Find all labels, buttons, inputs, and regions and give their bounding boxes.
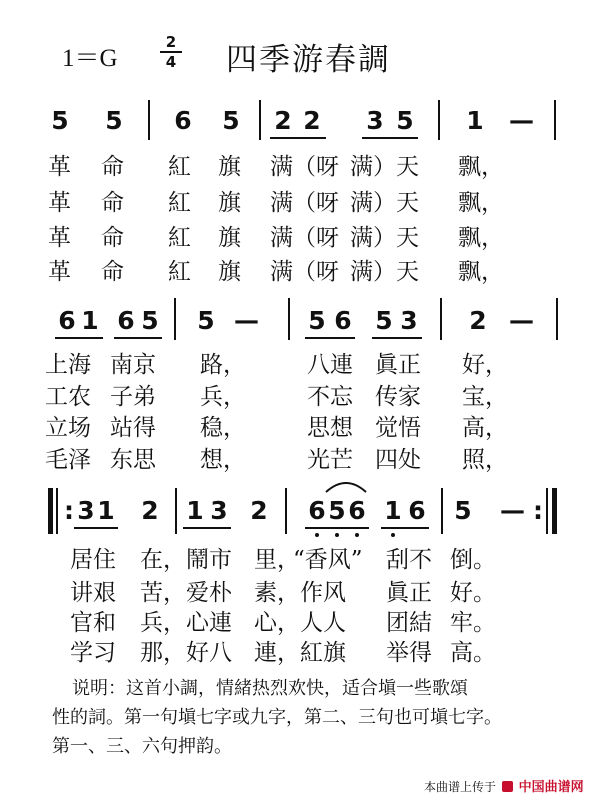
lyric: 好， xyxy=(462,352,508,378)
lyric: 心， xyxy=(254,610,300,636)
lyric: 心連 xyxy=(186,610,232,636)
note: — xyxy=(509,306,534,335)
lyric: 人人 xyxy=(300,610,346,636)
lyric: 眞正 xyxy=(386,580,432,606)
lyric: 紅旗 xyxy=(300,640,346,666)
lyric: 满（呀 xyxy=(270,190,339,216)
note: — xyxy=(234,306,259,335)
lyric: 满（呀 xyxy=(270,225,339,251)
lyric: 兵， xyxy=(140,610,186,636)
lyric: 讲艰 xyxy=(70,580,116,606)
eighth-underline xyxy=(270,137,326,139)
note: 6 xyxy=(348,496,366,525)
lyric: 满（呀 xyxy=(270,154,339,180)
repeat-end-thick-line xyxy=(552,488,557,534)
note: — xyxy=(509,106,534,135)
lyric: 兵， xyxy=(200,384,246,410)
lyric: 居住 xyxy=(70,547,116,573)
lower-octave-dot xyxy=(391,533,395,537)
note: 1 xyxy=(81,306,99,335)
eighth-underline xyxy=(183,527,231,529)
explanatory-note xyxy=(52,674,592,761)
lyric: 照， xyxy=(462,447,508,473)
repeat-end-dots: : xyxy=(533,496,543,525)
lyric: 官和 xyxy=(70,610,116,636)
lyric: 立场 xyxy=(45,415,91,441)
note: 5 xyxy=(328,496,346,525)
lyric: 上海 xyxy=(45,352,91,378)
lyric: 四处 xyxy=(375,447,421,473)
lyric: 宝， xyxy=(462,384,508,410)
lyric: 飘， xyxy=(458,154,504,180)
note: 2 xyxy=(303,106,321,135)
lyric: 紅 xyxy=(168,190,191,216)
lyric: 毛泽 xyxy=(45,447,91,473)
lyric: 紅 xyxy=(168,225,191,251)
lyric: 爱朴 xyxy=(186,580,232,606)
note: 5 xyxy=(197,306,215,335)
note: 6 xyxy=(117,306,135,335)
lyric: 学习 xyxy=(70,640,116,666)
barline xyxy=(440,298,442,340)
note: 5 xyxy=(396,106,414,135)
lyric: 作风 xyxy=(300,580,346,606)
lyric: “香风” xyxy=(293,547,363,573)
lyric: 革 xyxy=(48,154,71,180)
site-brand[interactable]: 中国曲谱网 xyxy=(518,780,584,795)
note: 5 xyxy=(308,306,326,335)
note: 5 xyxy=(454,496,472,525)
note: 6 xyxy=(408,496,426,525)
note: 2 xyxy=(274,106,292,135)
lyric: 倒。 xyxy=(450,547,496,573)
lyric: 旗 xyxy=(218,259,241,285)
lyric: 旗 xyxy=(218,154,241,180)
lyric: 站得 xyxy=(110,415,156,441)
note: 3 xyxy=(77,496,95,525)
lyric: 工农 xyxy=(45,384,91,410)
lyric: 子弟 xyxy=(110,384,156,410)
lower-octave-dot xyxy=(315,533,319,537)
eighth-underline xyxy=(362,137,418,139)
barline xyxy=(148,100,150,140)
repeat-start-dots: : xyxy=(64,496,74,525)
lyric: 在， xyxy=(140,547,186,573)
eighth-underline xyxy=(372,337,422,339)
repeat-start-thick-line xyxy=(48,488,53,534)
lyric: 满）天 xyxy=(350,259,419,285)
lyric: 飘， xyxy=(458,225,504,251)
note: 5 xyxy=(105,106,123,135)
lyric: 牢。 xyxy=(450,610,496,636)
lyric: 紅 xyxy=(168,259,191,285)
lyric: 命 xyxy=(101,225,124,251)
eighth-underline xyxy=(305,527,369,529)
key-signature: 1＝G xyxy=(62,45,118,72)
lyric: 旗 xyxy=(218,225,241,251)
note: 2 xyxy=(469,306,487,335)
lyric: 满）天 xyxy=(350,190,419,216)
note: 6 xyxy=(58,306,76,335)
lyric: 旗 xyxy=(218,190,241,216)
eighth-underline xyxy=(305,337,355,339)
lyric: 东思 xyxy=(110,447,156,473)
lower-octave-dot xyxy=(355,533,359,537)
lyric: 高， xyxy=(462,415,508,441)
barline xyxy=(259,100,261,140)
note: 1 xyxy=(384,496,402,525)
lyric: 传家 xyxy=(375,384,421,410)
time-signature-bottom: 4 xyxy=(165,53,177,71)
lyric: 好。 xyxy=(450,580,496,606)
lyric: 路， xyxy=(200,352,246,378)
lyric: 思想 xyxy=(307,415,353,441)
lyric: 苦， xyxy=(140,580,186,606)
note: 1 xyxy=(97,496,115,525)
repeat-end-thin-line xyxy=(546,488,548,534)
lyric: 稳， xyxy=(200,415,246,441)
lyric: 鬧市 xyxy=(186,547,232,573)
note: 6 xyxy=(308,496,326,525)
lyric: 举得 xyxy=(386,640,432,666)
footer-text: 本曲谱上传于 xyxy=(424,780,497,794)
lyric: 飘， xyxy=(458,190,504,216)
lyric: 連， xyxy=(254,640,300,666)
lyric: 革 xyxy=(48,225,71,251)
note-line-1: 说明：这首小調，情緒热烈欢快，适合塡一些歌頌 xyxy=(72,678,468,699)
lower-octave-dot xyxy=(335,533,339,537)
barline xyxy=(175,488,177,534)
lyric: 想， xyxy=(200,447,246,473)
time-signature-top: 2 xyxy=(165,33,177,51)
note: 1 xyxy=(186,496,204,525)
lyric: 紅 xyxy=(168,154,191,180)
lyric: 好八 xyxy=(186,640,232,666)
lyric: 不忘 xyxy=(307,384,353,410)
note-line-2: 性的詞。第一句塡七字或九字，第二、三句也可塡七字。 xyxy=(52,707,502,728)
lyric: 飘， xyxy=(458,259,504,285)
lyric: 满（呀 xyxy=(270,259,339,285)
song-title: 四季游春調 xyxy=(226,42,391,78)
lyric: 革 xyxy=(48,259,71,285)
lyric: 满）天 xyxy=(350,225,419,251)
lyric: 革 xyxy=(48,190,71,216)
note: 3 xyxy=(400,306,418,335)
lyric: 八連 xyxy=(307,352,353,378)
lyric: 素， xyxy=(254,580,300,606)
note: 5 xyxy=(51,106,69,135)
note: 3 xyxy=(210,496,228,525)
lyric: 光芒 xyxy=(307,447,353,473)
lyric: 高。 xyxy=(450,640,496,666)
upload-footer xyxy=(424,776,584,795)
lyric: 南京 xyxy=(110,352,156,378)
eighth-underline xyxy=(55,337,103,339)
lyric: 满）天 xyxy=(350,154,419,180)
eighth-underline xyxy=(74,527,118,529)
lyric: 觉悟 xyxy=(375,415,421,441)
barline xyxy=(288,298,290,340)
note: 6 xyxy=(334,306,352,335)
barline xyxy=(174,298,176,340)
lyric: 刮不 xyxy=(386,547,432,573)
note-line-3: 第一、三、六句押韵。 xyxy=(52,736,232,757)
note: 2 xyxy=(141,496,159,525)
score-header xyxy=(0,0,603,90)
note: 5 xyxy=(141,306,159,335)
barline xyxy=(441,488,443,534)
lyric: 命 xyxy=(101,154,124,180)
site-logo-icon xyxy=(502,781,513,792)
note: 1 xyxy=(466,106,484,135)
lyric: 里， xyxy=(254,547,300,573)
barline xyxy=(438,100,440,140)
eighth-underline xyxy=(381,527,429,529)
time-signature xyxy=(160,34,182,70)
lyric: 团結 xyxy=(386,610,432,636)
lyric: 眞正 xyxy=(375,352,421,378)
slur-mark xyxy=(324,478,368,494)
barline xyxy=(556,298,558,340)
lyric: 命 xyxy=(101,190,124,216)
eighth-underline xyxy=(114,337,162,339)
note: 6 xyxy=(174,106,192,135)
lyric: 那， xyxy=(140,640,186,666)
barline xyxy=(285,488,287,534)
barline xyxy=(554,100,556,140)
note: — xyxy=(500,496,525,525)
note: 5 xyxy=(375,306,393,335)
lyric: 命 xyxy=(101,259,124,285)
note: 3 xyxy=(366,106,384,135)
note: 2 xyxy=(250,496,268,525)
note: 5 xyxy=(222,106,240,135)
